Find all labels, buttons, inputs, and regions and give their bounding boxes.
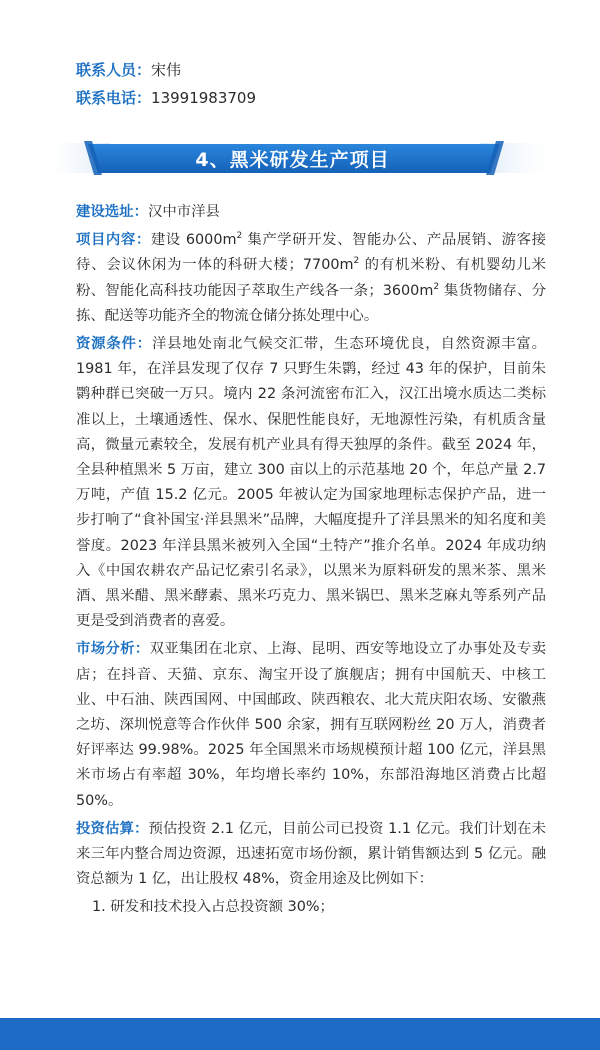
contact-phone-label: 联系电话 xyxy=(76,89,137,107)
colon: ： xyxy=(133,204,148,220)
project-text-2: 集产学研开发、智能办公、产品展销、游客接待、会议休闲为一体的科研大楼；7700m xyxy=(76,232,546,274)
colon: ： xyxy=(136,89,152,107)
investment-item-1: 1. 研发和技术投入占总投资额 30%； xyxy=(92,899,334,916)
project-text-3: 的有机米粉、有机婴幼儿米粉、智能化高科技功能因子萃取生产线各一条；3600m xyxy=(76,257,546,299)
section-title: 4、黑米研发生产项目 xyxy=(195,149,390,171)
investment-label: 投资估算 xyxy=(76,820,134,837)
contact-phone-row xyxy=(76,88,256,108)
location-label: 建设选址 xyxy=(76,204,134,220)
investment-text: 预估投资 2.1 亿元，目前公司已投资 1.1 亿元。我们计划在未来三年内整合周边资源，迅速拓宽市场份额，累计销售额达到 5 亿元。融资总额为 1 亿，出让股权 48%，资金用途及比例如下： xyxy=(76,820,546,888)
colon: ： xyxy=(133,820,149,837)
resources-label: 资源条件 xyxy=(76,336,137,353)
superscript: 2 xyxy=(433,281,440,292)
market-label: 市场分析 xyxy=(76,641,135,658)
contact-phone-value: 13991983709 xyxy=(151,89,257,107)
project-text-4: 集货物储存、分拣、配送等功能齐全的物流仓储分拣处理中心。 xyxy=(76,282,546,324)
paragraph-project xyxy=(76,228,546,329)
colon: ： xyxy=(134,641,150,658)
superscript: 2 xyxy=(236,231,243,242)
colon: ： xyxy=(135,232,151,249)
contact-person-value: 宋伟 xyxy=(151,61,182,79)
body-content xyxy=(76,200,546,924)
paragraph-resources xyxy=(76,332,546,634)
superscript: 2 xyxy=(353,256,360,267)
paragraph-investment xyxy=(76,817,546,893)
colon: ： xyxy=(136,61,152,79)
contact-person-label: 联系人员 xyxy=(76,61,137,79)
location-value: 汉中市洋县 xyxy=(147,204,220,220)
project-text-1: 建设 6000m xyxy=(150,232,237,249)
market-text: 双亚集团在北京、上海、昆明、西安等地设立了办事处及专卖店；在抖音、天猫、京东、淘宝开设了旗舰店；拥有中国航天、中核工业、中石油、陕西国网、中国邮政、陕西粮农、北大荒庆阳农场、安徽燕之坊、深圳悦意等合作伙伴 500 余家，拥有互联网粉丝 20 万人，消费者好评率达 99.98%。2025 年全国黑米市场规模预计超 100 亿元，洋县黑米市场占有率超 30%，年均增长率约 10%，东部沿海地区消费占比超 50%。 xyxy=(76,641,546,809)
colon: ： xyxy=(136,336,152,353)
project-label: 项目内容 xyxy=(76,232,136,249)
resources-text: 洋县地处南北气候交汇带，生态环境优良，自然资源丰富。1981 年，在洋县发现了仅存 7 只野生朱鹮，经过 43 年的保护，目前朱鹮种群已突破一万只。境内 22 条河流密布汇入，汉江出境水质达二类标准以上，土壤通透性、保水、保肥性能良好，无地源性污染，有机质含量高，微量元素较全，发展有机产业具有得天独厚的条件。截至 2024 年，全县种植黑米 5 万亩，建立 300 亩以上的示范基地 20 个，年总产量 2.7 万吨，产值 15.2 亿元。2005 年被认定为国家地理标志保护产品，进一步打响了“食补国宝·洋县黑米”品牌，大幅度提升了洋县黑米的知名度和美誉度。2023 年洋县黑米被列入全国“土特产”推介名单。2024 年成功纳入《中国农耕农产品记忆索引名录》，以黑米为原料研发的黑米茶、黑米酒、黑米醋、黑米酵素、黑米巧克力、黑米锅巴、黑米芝麻丸等系列产品更是受到消费者的喜爱。 xyxy=(76,336,546,630)
paragraph-market xyxy=(76,637,546,813)
contact-person-row xyxy=(76,60,181,80)
footer-bar xyxy=(0,1018,600,1050)
paragraph-location xyxy=(76,200,546,225)
